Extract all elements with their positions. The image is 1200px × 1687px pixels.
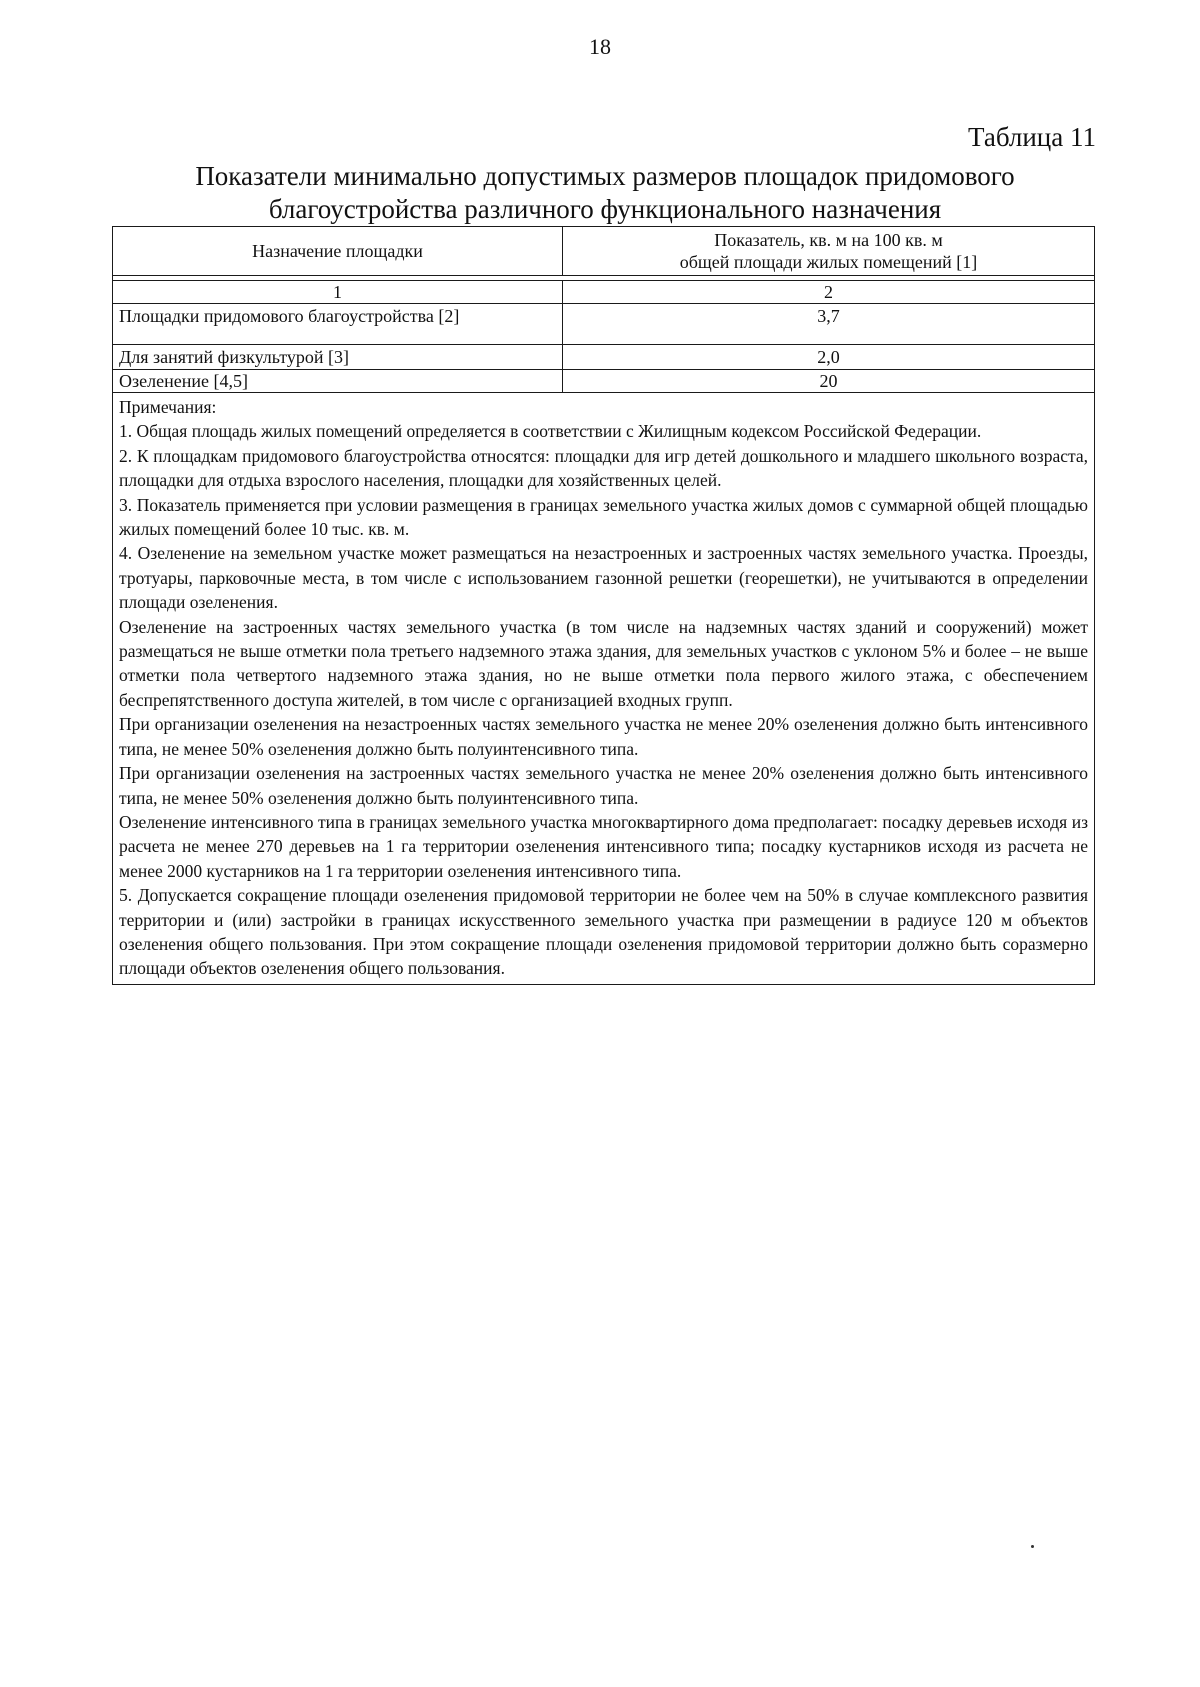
table-title-line-2: благоустройства различного функционального назначения (268, 194, 942, 224)
page-number: 18 (589, 34, 611, 59)
note-item: При организации озеленения на застроенных частях земельного участка не менее 20% озеленения должно быть интенсивного типа, не менее 50% озеленения должно быть полуинтенсивного типа. (119, 763, 1088, 808)
header-indicator-line-2: общей площади жилых помещений [1] (679, 252, 978, 272)
note-item: 2. К площадкам придомового благоустройства относятся: площадки для игр детей дошкольного и младшего школьного возраста, площадки для отдыха взрослого населения, площадки для хозяйственных целей. (119, 445, 1088, 491)
row-value: 3,7 (817, 306, 840, 326)
row-value: 20 (819, 371, 838, 391)
column-number-row (113, 281, 1094, 304)
note-item: 5. Допускается сокращение площади озеленения придомовой территории не более чем на 50% в случае комплексного развития территории и (или) застройки в границах искусственного земельного участка при размещении в радиусе 120 м объектов озеленения общего пользования. При этом сокращение площади озеленения придомовой территории должно быть соразмерно площади объектов озеленения общего пользования. (119, 885, 1088, 979)
note-item: 4. Озеленение на земельном участке может размещаться на незастроенных и застроенных частях земельного участка. Проезды, тротуары, парковочные места, в том числе с использованием газонной решетки (георешетки), не учитываются в определении площади озеленения. (119, 543, 1088, 613)
note-item: 1. Общая площадь жилых помещений определяется в соответствии с Жилищным кодексом Российской Федерации. (119, 421, 982, 442)
header-purpose: Назначение площадки (113, 227, 563, 275)
table-header-row (113, 227, 1094, 276)
table-label: Таблица 11 (968, 122, 1096, 152)
data-table (112, 226, 1095, 985)
note-item: Озеленение интенсивного типа в границах земельного участка многоквартирного дома предполагает: посадку деревьев исходя из расчета не менее 270 деревьев на 1 га территории озеленения интенсивного типа; посадку кустарников исходя из расчета не менее 2000 кустарников на 1 га территории озеленения интенсивного типа. (119, 811, 1088, 881)
column-number-1: 1 (113, 281, 563, 303)
header-indicator (563, 227, 1094, 275)
scan-speck (1031, 1545, 1034, 1548)
table-row (113, 345, 1094, 370)
row-purpose: Озеленение [4,5] (113, 370, 563, 392)
row-value: 2,0 (817, 347, 840, 367)
row-purpose: Площадки придомового благоустройства [2] (113, 304, 563, 344)
header-indicator-line-1: Показатель, кв. м на 100 кв. м (714, 230, 943, 250)
note-item: При организации озеленения на незастроенных частях земельного участка не менее 20% озеленения должно быть интенсивного типа, не менее 50% озеленения должно быть полуинтенсивного типа. (119, 714, 1088, 759)
notes-heading: Примечания: (119, 397, 217, 417)
table-title (110, 160, 1100, 226)
row-purpose: Для занятий физкультурой [3] (113, 345, 563, 369)
note-item: 3. Показатель применяется при условии размещения в границах земельного участка жилых домов с суммарной общей площадью жилых помещений более 10 тыс. кв. м. (119, 494, 1088, 540)
table-title-line-1: Показатели минимально допустимых размеров площадок придомового (195, 161, 1015, 191)
table-notes (113, 393, 1094, 984)
table-row (113, 370, 1094, 393)
note-item: Озеленение на застроенных частях земельного участка (в том числе на надземных частях зданий и сооружений) может размещаться не выше отметки пола третьего надземного этажа здания, для земельных участков с уклоном 5% и более – не выше отметки пола четвертого надземного этажа здания, но не выше отметки пола первого жилого этажа, с обеспечением беспрепятственного доступа жителей, в том числе с организацией входных групп. (119, 616, 1088, 710)
table-row (113, 304, 1094, 345)
column-number-2: 2 (824, 282, 833, 302)
